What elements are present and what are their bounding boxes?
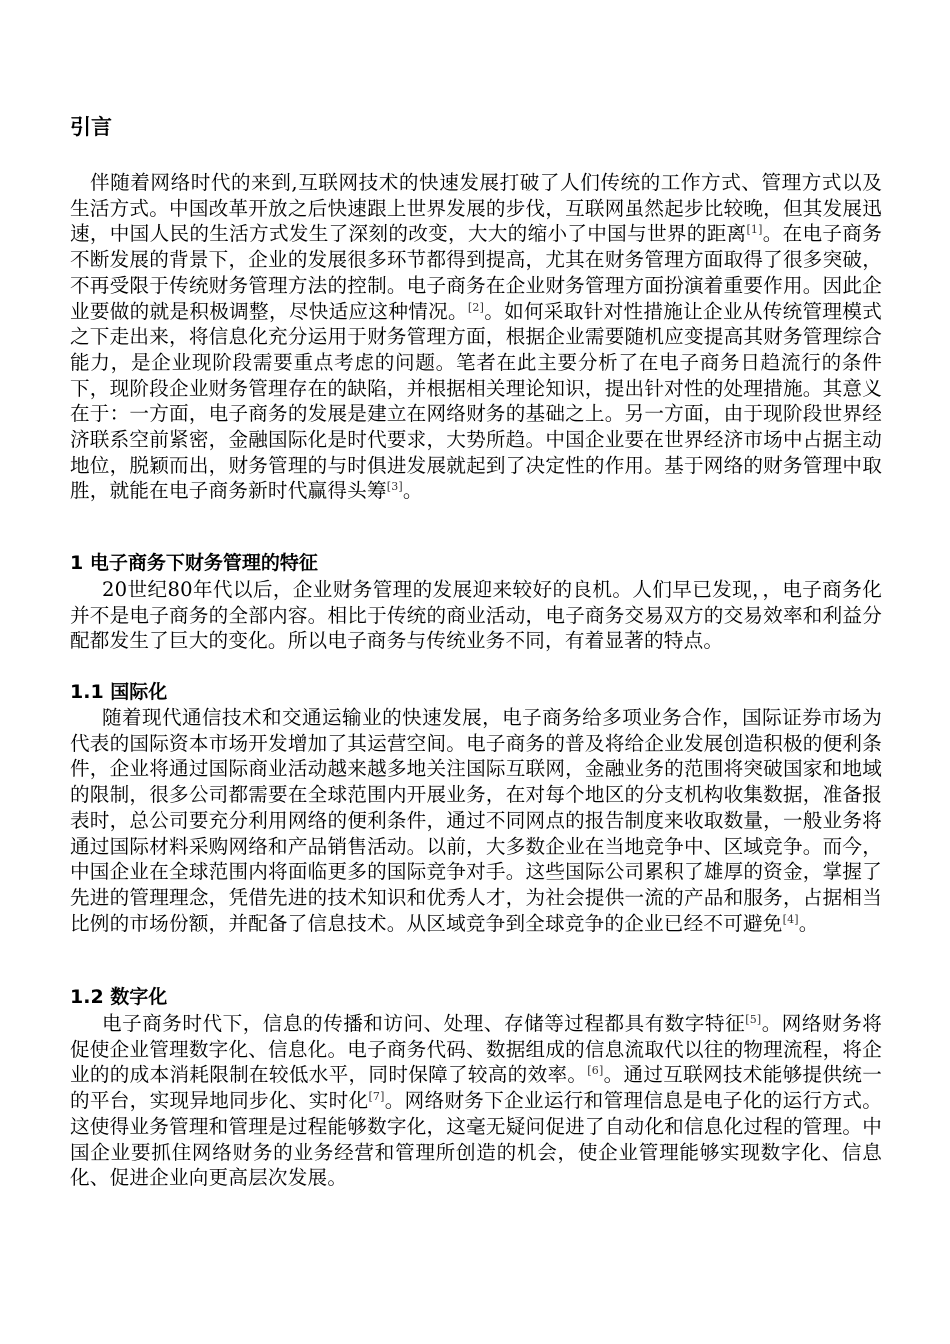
section-1-2-text-d: 。网络财务下企业运行和管理信息是电子化的运行方式。这使得业务管理和管理是过程能够数字化，这毫无疑问促进了自动化和信息化过程的管理。中国企业要抓住网络财务的业务经营和管理所创造的机会，使企业管理能够实现数字化、信息化、促进企业向更高层次发展。 [70, 1089, 883, 1190]
section-1-1-text-b: 。 [798, 911, 819, 935]
citation-5: [5] [745, 1013, 762, 1026]
intro-heading: 引言 [70, 115, 112, 139]
intro-text-a: 伴随着网络时代的来到,互联网技术的快速发展打破了人们传统的工作方式、管理方式以及生活方式。中国改革开放之后快速跟上世界发展的步伐，互联网虽然起步比较晚，但其发展迅速，中国人民的生活方式发生了深刻的改变，大大的缩小了中国与世界的距离 [70, 171, 882, 246]
section-1-1-text-a: 随着现代通信技术和交通运输业的快速发展，电子商务给多项业务合作，国际证券市场为代表的国际资本市场开发增加了其运营空间。电子商务的普及将给企业发展创造积极的便利条件，企业将通过国际商业活动越来越多地关注国际互联网，金融业务的范围将突破国家和地域的限制，很多公司都需要在全球范围内开展业务，在对每个地区的分支机构收集数据，准备报表时，总公司要充分利用网络的便利条件，通过不同网点的报告制度来收取数量，一般业务将通过国际材料采购网络和产品销售活动。以前，大多数企业在当地竞争中、区域竞争。而今，中国企业在全球范围内将面临更多的国际竞争对手。这些国际公司累积了雄厚的资金，掌握了先进的管理理念，凭借先进的技术知识和优秀人才，为社会提供一流的产品和服务，占据相当比例的市场份额，并配备了信息技术。从区域竞争到全球竞争的企业已经不可避免 [70, 706, 882, 935]
citation-3: [3] [386, 480, 403, 494]
citation-1: [1] [746, 223, 763, 237]
intro-text-c: 。如何采取针对性措施让企业从传统管理模式之下走出来，将信息化充分运用于财务管理方面，根据企业需要随机应变提高其财务管理综合能力，是企业现阶段需要重点考虑的问题。笔者在此主要分析了在电子商务日趋流行的条件下，现阶段企业财务管理存在的缺陷，并根据相关理论知识，提出针对性的处理措施。其意义在于：一方面，电子商务的发展是建立在网络财务的基础之上。另一方面，由于现阶段世界经济联系空前紧密，金融国际化是时代要求，大势所趋。中国企业要在世界经济市场中占据主动地位，脱颖而出，财务管理的与时俱进发展就起到了决定性的作用。基于网络的财务管理中取胜，就能在电子商务新时代赢得头筹 [70, 299, 882, 503]
citation-7: [7] [368, 1090, 385, 1104]
intro-text-b: 。在电子商务不断发展的背景下，企业的发展很多环节都得到提高，尤其在财务管理方面取得了很多突破，不再受限于传统财务管理方法的控制。电子商务在企业财务管理方面扮演着重要作用。因此企业要做的就是积极调整，尽快适应这种情况。 [70, 222, 882, 323]
citation-4: [4] [782, 912, 799, 926]
section-1-1-heading: 1.1 国际化 [70, 681, 168, 703]
intro-paragraph [70, 170, 882, 504]
section-1-heading: 1 电子商务下财务管理的特征 [70, 552, 318, 574]
section-1-1-paragraph [70, 705, 882, 936]
citation-2: [2] [467, 300, 485, 314]
section-1-paragraph: 20世纪80年代以后，企业财务管理的发展迎来较好的良机。人们早已发现，，电子商务化并不是电子商务的全部内容。相比于传统的商业活动，电子商务交易双方的交易效率和利益分配都发生了巨大的变化。所以电子商务与传统业务不同，有着显著的特点。 [70, 578, 882, 653]
section-1-2-paragraph [70, 1011, 882, 1191]
section-1-2-text-c: 。通过互联网技术能够提供统一的平台，实现异地同步化、实时化 [70, 1063, 882, 1113]
citation-6: [6] [587, 1064, 604, 1078]
intro-text-d: 。 [402, 479, 423, 503]
section-1-2-heading: 1.2 数字化 [70, 986, 168, 1008]
section-1-2-text-b: 。网络财务将促使企业管理数字化、信息化。电子商务代码、数据组成的信息流取代以往的物理流程，将企业的的成本消耗限制在较低水平，同时保障了较高的效率。 [70, 1012, 882, 1087]
section-1-2-text-a: 电子商务时代下，信息的传播和访问、处理、存储等过程都具有数字特征 [102, 1012, 746, 1035]
